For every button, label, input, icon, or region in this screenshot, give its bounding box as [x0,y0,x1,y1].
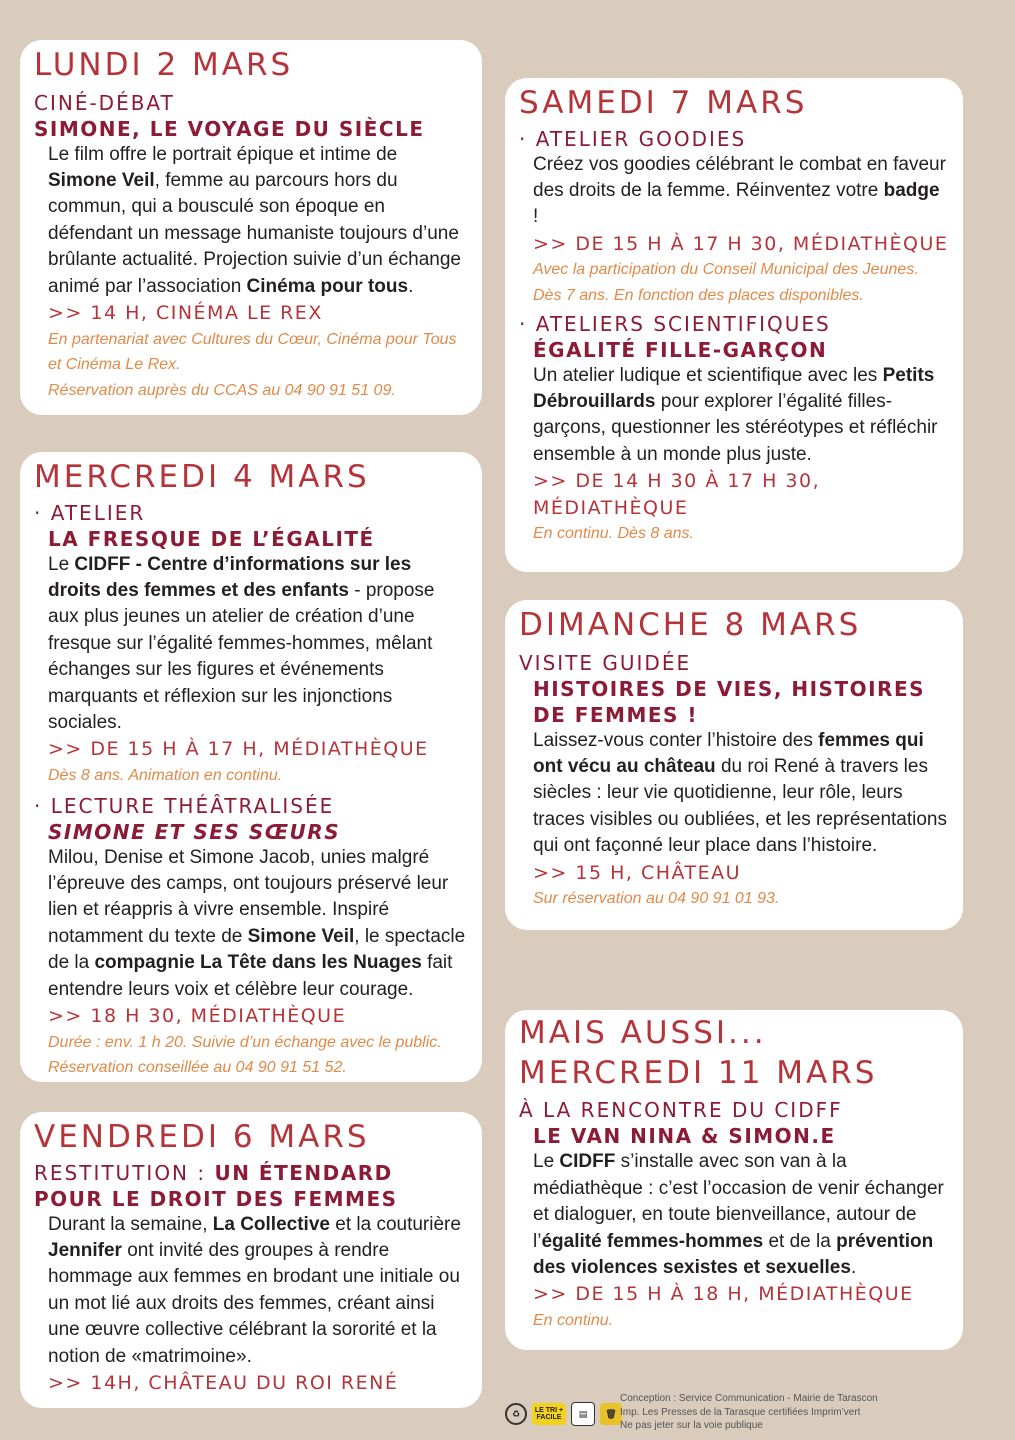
credit-disposal: Ne pas jeter sur la voie publique [620,1420,763,1431]
also-heading: MAIS AUSSI... [519,1015,767,1051]
event-title: LE VAN NINA & SIMON.E [533,1124,836,1149]
emphasis: femmes qui ont vécu au château [533,729,924,778]
day-heading: VENDREDI 6 MARS [34,1119,370,1155]
event-title: SIMONE ET SES SŒURS [48,819,341,844]
emphasis: Simone Veil [48,170,155,192]
bin-icon: 🗑 [600,1403,622,1425]
card-monday [20,40,482,415]
event-description: Le CIDFF s’installe avec son van à la médiathèque : c’est l’occasion de venir échanger et dialoguer, en toute bienveillance, autour de l’égalité femmes-hommes et de la prévention des violences sexistes et sexuelles. [533,1151,944,1278]
event-time-place: >> DE 15 H À 17 H, MÉDIATHÈQUE [48,738,429,761]
credits [620,1392,878,1433]
event-kind: · ATELIER [34,500,146,525]
event-kind: · ATELIERS SCIENTIFIQUES [519,311,831,336]
recycle-icon: ♻ [505,1403,527,1425]
event-kind: VISITE GUIDÉE [519,650,692,675]
day-heading: MERCREDI 11 MARS [519,1054,878,1091]
event-description: Le film offre le portrait épique et intime de Simone Veil, femme au parcours hors du commun, qui a bousculé son époque en défendant un message humaniste toujours d’une brûlante actualité. Projection suivie d’un échange animé par l’association Cinéma pour tous. [48,143,461,297]
event-description: Laissez-vous conter l’histoire des femmes qui ont vécu au château du roi René à travers les siècles : leur vie quotidienne, leur rôle, leurs traces visibles ou oubliées, et les représentations qui ont façonné leur place dans l’histoire. [533,729,948,857]
day-heading: DIMANCHE 8 MARS [519,607,862,643]
tri-facile-logo: LE TRI + FACILE [532,1403,566,1425]
event-time-place: >> DE 14 H 30 À 17 H 30, MÉDIATHÈQUE [533,470,821,519]
event-description: Durant la semaine, La Collective et la couturière Jennifer ont invité des groupes à rendre hommage aux femmes en brodant une initiale ou un mot lié aux droits des femmes, créant ainsi une œuvre collective célébrant la sororité et la notion de «matrimoine». [48,1213,461,1367]
emphasis: Simone Veil [247,925,355,947]
event-time-place: >> DE 15 H À 17 H 30, MÉDIATHÈQUE [533,232,949,255]
event-time-place: >> 14H, CHÂTEAU DU ROI RENÉ [48,1372,399,1395]
event-title: SIMONE, LE VOYAGE DU SIÈCLE [34,116,425,141]
event-note: En continu. [533,1311,614,1329]
credit-design: Conception : Service Communication - Mairie de Tarascon [620,1393,878,1404]
emphasis: CIDFF - Centre d’informations sur les droits des femmes et des enfants [48,553,412,602]
event-reservation: Sur réservation au 04 90 91 01 93. [533,890,780,908]
event-title: UN ÉTENDARD POUR LE DROIT DES FEMMES [34,1160,398,1211]
day-heading: SAMEDI 7 MARS [519,85,808,121]
event-time-place: >> 14 H, CINÉMA LE REX [48,302,323,325]
emphasis: compagnie La Tête dans les Nuages [94,952,422,974]
event-title: HISTOIRES DE VIES, HISTOIRES DE FEMMES ! [533,676,926,727]
emphasis: La Collective [212,1213,330,1235]
emphasis: Jennifer [48,1240,122,1262]
card-also [505,1010,963,1350]
event-reservation: Réservation conseillée au 04 90 91 51 52. [48,1059,347,1077]
card-friday [20,1112,482,1408]
day-heading: LUNDI 2 MARS [34,47,294,83]
emphasis: Petits Débrouillards [533,364,935,413]
footer-logos [505,1402,622,1426]
card-sunday [505,600,963,930]
emphasis: CIDFF [559,1151,616,1173]
event-reservation: Réservation auprès du CCAS au 04 90 91 51 09. [48,381,396,399]
event-title: ÉGALITÉ FILLE-GARÇON [533,337,828,362]
event-note: En partenariat avec Cultures du Cœur, Cinéma pour Tous et Cinéma Le Rex. [48,330,457,374]
card-saturday [505,78,963,572]
event-kind: · ATELIER GOODIES [519,126,747,151]
event-description: Créez vos goodies célébrant le combat en faveur des droits de la femme. Réinventez votre badge ! [533,153,946,228]
event-note: Dès 8 ans. Animation en continu. [48,767,283,785]
emphasis: prévention des violences sexistes et sexuelles [533,1230,934,1278]
event-description: Le CIDFF - Centre d’informations sur les droits des femmes et des enfants - propose aux plus jeunes un atelier de création d’une fresque sur l’égalité femmes-hommes, mêlant échanges sur les figures et événements marquants et réflexion sur les injonctions sociales. [48,553,435,734]
paper-icon: ▤ [571,1402,595,1426]
credit-print: Imp. Les Presses de la Tarasque certifiées Imprim’vert [620,1406,861,1418]
event-note: Durée : env. 1 h 20. Suivie d’un échange avec le public. [48,1033,442,1051]
day-heading: MERCREDI 4 MARS [34,459,370,495]
event-kind: · LECTURE THÉÂTRALISÉE [34,793,335,818]
event-kind: RESTITUTION : [34,1160,215,1185]
event-title: LA FRESQUE DE L’ÉGALITÉ [48,526,375,551]
event-description: Un atelier ludique et scientifique avec les Petits Débrouillards pour explorer l’égalité filles-garçons, questionner les stéréotypes et réfléchir ensemble à un monde plus juste. [533,364,938,465]
event-time-place: >> 15 H, CHÂTEAU [533,861,742,884]
emphasis: Cinéma pour tous [246,275,409,297]
emphasis: égalité femmes-hommes [541,1230,764,1252]
event-kind: À LA RENCONTRE DU CIDFF [519,1098,843,1123]
event-note: En continu. Dès 8 ans. [533,525,694,543]
event-note: Avec la participation du Conseil Municipal des Jeunes. Dès 7 ans. En fonction des places disponibles. [533,261,919,305]
event-time-place: >> 18 H 30, MÉDIATHÈQUE [48,1005,347,1028]
event-description: Milou, Denise et Simone Jacob, unies malgré l’épreuve des camps, ont toujours préservé leur lien et réappris à vivre ensemble. Inspiré notamment du texte de Simone Veil, le spectacle de la compagnie La Tête dans les Nuages fait entendre leurs voix et célèbre leur courage. [48,846,466,1000]
event-kind-title [34,1160,468,1212]
event-kind: CINÉ-DÉBAT [34,90,175,115]
emphasis: badge [883,180,940,202]
event-time-place: >> DE 15 H À 18 H, MÉDIATHÈQUE [533,1283,914,1306]
card-wednesday [20,452,482,1082]
